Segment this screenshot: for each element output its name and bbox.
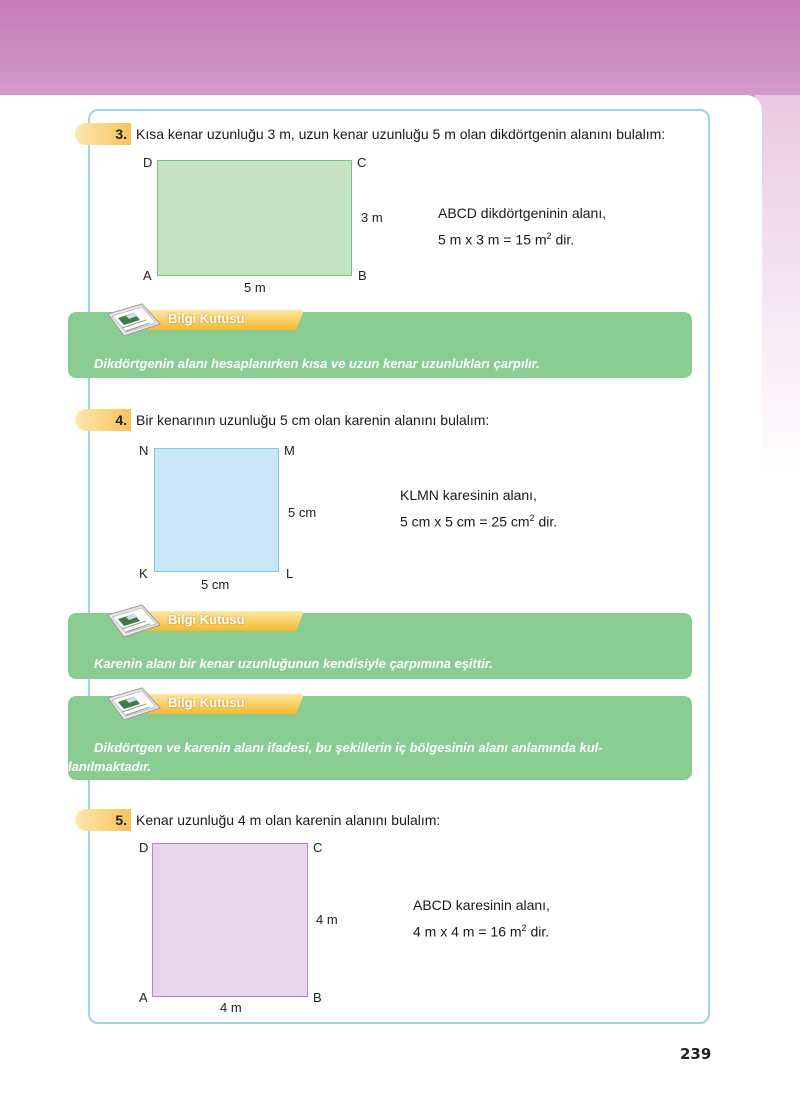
area-expr-text: 5 cm x 5 cm = 25 cm xyxy=(400,513,530,530)
info-box-2-banner xyxy=(100,607,305,633)
area-suffix: dir. xyxy=(551,231,575,248)
info-box-2-title: Bilgi Kutusu xyxy=(168,612,245,627)
vertex-label-b: B xyxy=(358,268,367,283)
vertex-label-b: B xyxy=(313,990,322,1005)
square-klmn xyxy=(154,448,279,572)
book-icon xyxy=(102,601,166,639)
vertex-label-a: A xyxy=(143,268,152,283)
vertex-label-n: N xyxy=(139,443,149,458)
question-number-5: 5. xyxy=(75,809,131,831)
info-box-3-title: Bilgi Kutusu xyxy=(168,695,245,710)
question-number-4: 4. xyxy=(75,409,131,431)
book-icon xyxy=(102,684,166,722)
header-band xyxy=(0,0,800,100)
question-3-text: Kısa kenar uzunluğu 3 m, uzun kenar uzunluğu 5 m olan dikdörtgenin alanını bulalım: xyxy=(136,126,666,142)
info-box-1-banner xyxy=(100,306,305,332)
area-expression-q5 xyxy=(413,923,549,940)
info-box-1-title: Bilgi Kutusu xyxy=(168,311,245,326)
area-suffix: dir. xyxy=(526,923,550,940)
question-5-text: Kenar uzunluğu 4 m olan karenin alanını bulalım: xyxy=(136,812,441,828)
vertex-label-k: K xyxy=(139,566,148,581)
area-title-q5: ABCD karesinin alanı, xyxy=(413,897,550,913)
side-length-bottom: 4 m xyxy=(220,1000,242,1015)
side-length-right: 3 m xyxy=(361,210,383,225)
side-length-bottom: 5 m xyxy=(244,280,266,295)
question-number-3: 3. xyxy=(75,123,131,145)
area-exponent: 2 xyxy=(546,231,552,241)
square-abcd xyxy=(152,843,308,997)
vertex-label-l: L xyxy=(286,566,294,581)
info-box-3-text xyxy=(68,738,678,774)
question-4-text: Bir kenarının uzunluğu 5 cm olan karenin alanını bulalım: xyxy=(136,412,490,428)
info-box-2-text: Karenin alanı bir kenar uzunluğunun kendisiyle çarpımına eşittir. xyxy=(94,656,493,671)
area-expression-q4 xyxy=(400,513,557,530)
area-exponent: 2 xyxy=(521,923,527,933)
area-expr-text: 4 m x 4 m = 16 m xyxy=(413,923,522,940)
page-number: 239 xyxy=(680,1045,712,1063)
area-expr-text: 5 m x 3 m = 15 m xyxy=(438,231,547,248)
info-box-3-line-2: lanılmaktadır. xyxy=(68,759,152,774)
info-box-3-banner xyxy=(100,690,305,716)
book-icon xyxy=(102,300,166,338)
area-suffix: dir. xyxy=(534,513,558,530)
area-expression-q3 xyxy=(438,231,574,248)
side-length-right: 4 m xyxy=(316,912,338,927)
side-length-bottom: 5 cm xyxy=(201,577,230,592)
area-title-q3: ABCD dikdörtgeninin alanı, xyxy=(438,205,607,221)
info-box-3-line-1: Dikdörtgen ve karenin alanı ifadesi, bu şekillerin iç bölgesinin alanı anlamında kul- xyxy=(94,740,603,755)
area-exponent: 2 xyxy=(529,513,535,523)
vertex-label-c: C xyxy=(357,155,367,170)
side-length-right: 5 cm xyxy=(288,505,317,520)
info-box-1-text: Dikdörtgenin alanı hesaplanırken kısa ve uzun kenar uzunlukları çarpılır. xyxy=(94,356,540,371)
vertex-label-a: A xyxy=(139,990,148,1005)
vertex-label-d: D xyxy=(139,840,149,855)
vertex-label-m: M xyxy=(284,443,295,458)
vertex-label-c: C xyxy=(313,840,323,855)
vertex-label-d: D xyxy=(143,155,153,170)
rectangle-abcd xyxy=(157,160,352,276)
area-title-q4: KLMN karesinin alanı, xyxy=(400,487,537,503)
